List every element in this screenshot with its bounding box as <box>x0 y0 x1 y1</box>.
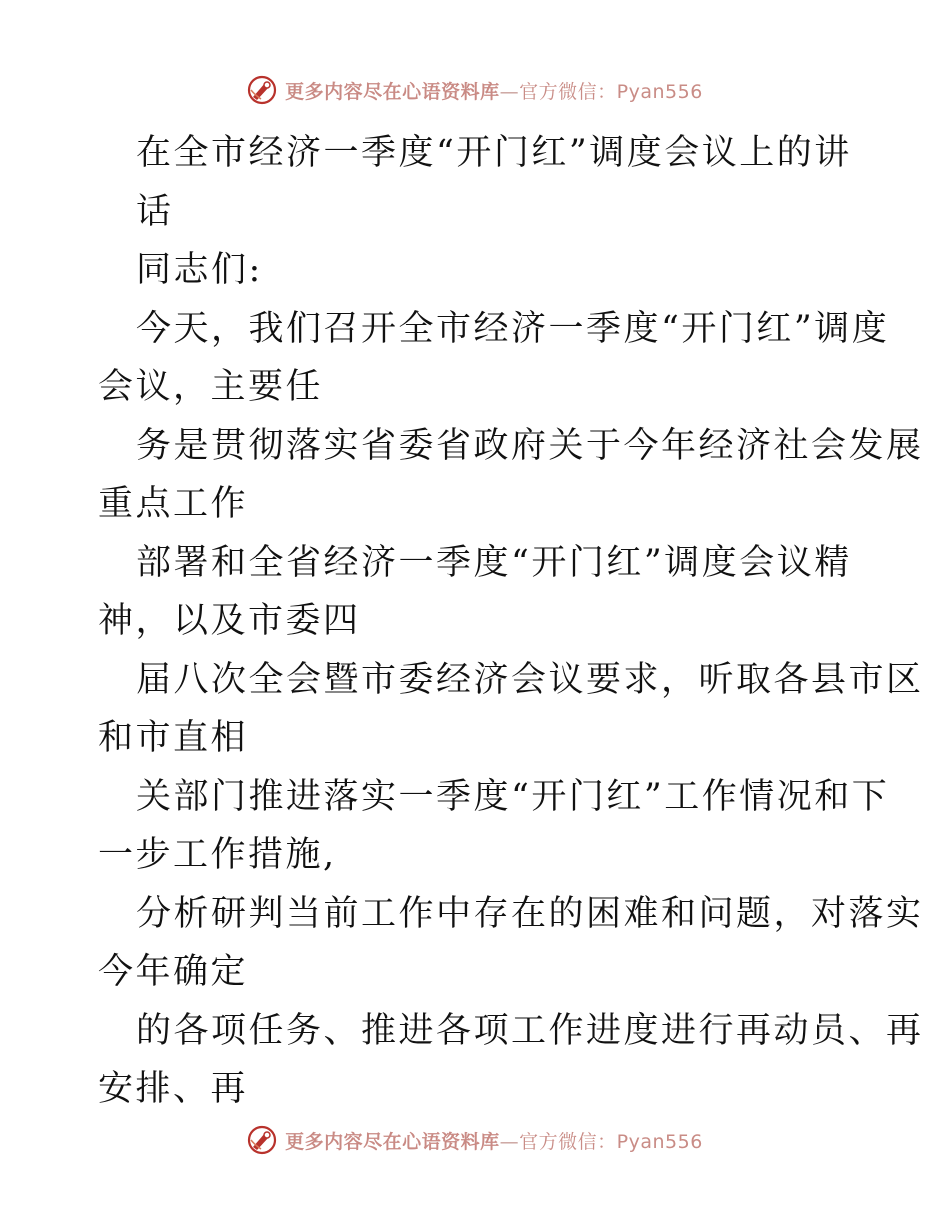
document-line: 在全市经济一季度“开门红”调度会议上的讲 <box>136 133 852 173</box>
document-line: 一步工作措施, <box>98 835 337 875</box>
watermark-title: 更多内容尽在心语资料库 <box>285 1130 500 1153</box>
document-line: 同志们: <box>136 250 263 290</box>
document-line: 今年确定 <box>98 952 249 992</box>
document-line: 神，以及市委四 <box>98 601 361 641</box>
document-line: 部署和全省经济一季度“开门红”调度会议精 <box>136 542 852 583</box>
document-line: 今天，我们召开全市经济一季度“开门红”调度 <box>136 308 890 349</box>
document-line: 会议，主要任 <box>98 367 324 407</box>
watermark-text <box>285 1127 703 1154</box>
watermark-dash: — <box>499 80 520 103</box>
document-line: 务是贯彻落实省委省政府关于今年经济社会发展 <box>136 425 924 466</box>
document-line: 分析研判当前工作中存在的困难和问题，对落实 <box>136 893 924 934</box>
watermark-text <box>285 77 703 104</box>
watermark-contact: 官方微信：Pyan556 <box>519 1130 703 1153</box>
brand-logo-icon <box>247 1125 277 1155</box>
document-body <box>98 124 924 1119</box>
footer-watermark <box>0 1120 950 1160</box>
watermark-contact: 官方微信：Pyan556 <box>519 80 703 103</box>
document-line: 安排、再 <box>98 1069 249 1109</box>
header-watermark <box>0 70 950 110</box>
document-line: 和市直相 <box>98 718 249 758</box>
watermark-title: 更多内容尽在心语资料库 <box>285 80 500 103</box>
brand-logo-icon <box>247 75 277 105</box>
document-line: 的各项任务、推进各项工作进度进行再动员、再 <box>136 1010 924 1051</box>
document-line: 届八次全会暨市委经济会议要求，听取各县市区 <box>136 659 924 700</box>
document-line: 重点工作 <box>98 484 249 524</box>
document-line: 话 <box>136 191 174 232</box>
document-line: 关部门推进落实一季度“开门红”工作情况和下 <box>136 776 890 817</box>
watermark-dash: — <box>499 1130 520 1153</box>
